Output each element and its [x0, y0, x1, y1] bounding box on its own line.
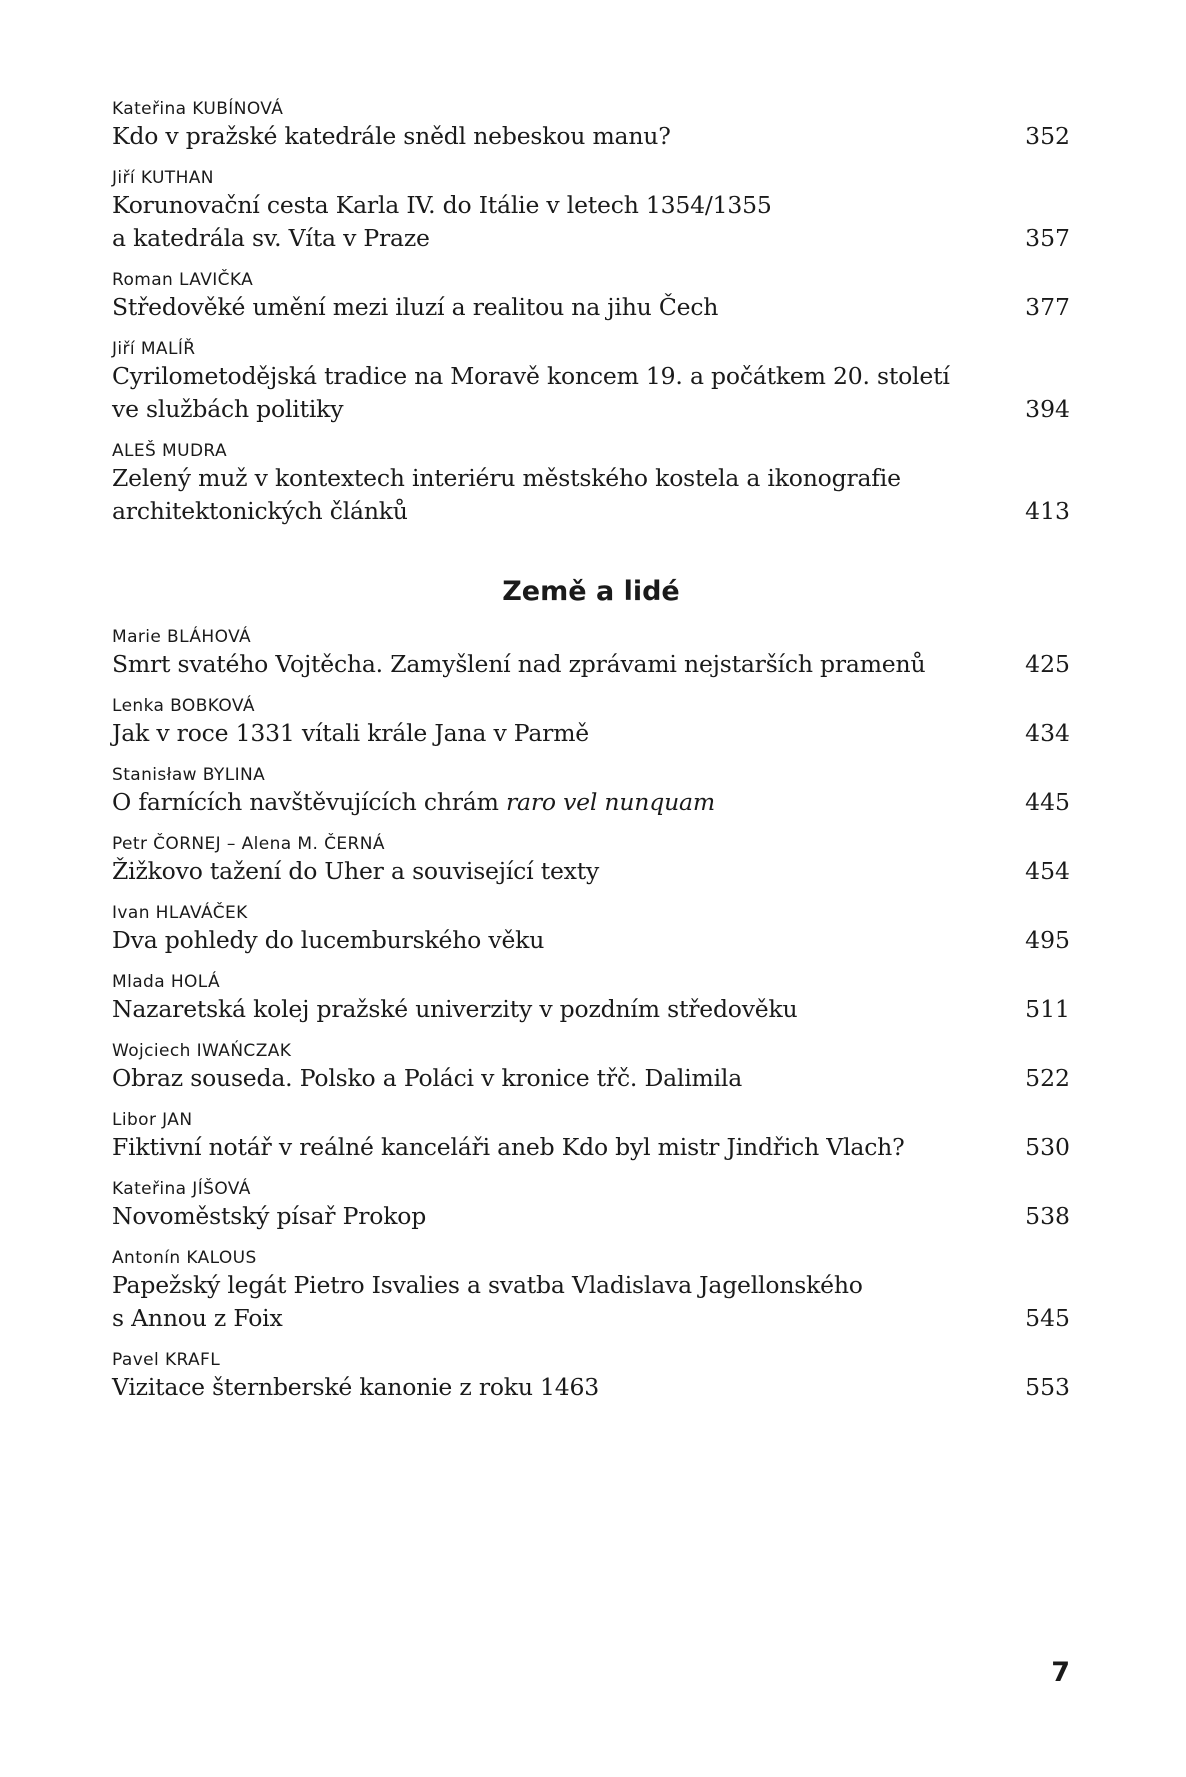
entry-author: Kateřina KUBÍNOVÁ: [112, 99, 284, 119]
entry-page-number: 413: [1025, 497, 1070, 525]
entry-page-number: 357: [1025, 224, 1070, 252]
entry-author: Wojciech IWAŃCZAK: [112, 1041, 292, 1061]
entry-title-row: [112, 717, 1070, 750]
entry-title-row: [112, 855, 1070, 888]
entry-title: Novoměstský písař Prokop: [112, 1202, 427, 1230]
toc-entry: [112, 440, 1070, 528]
entry-page-number: 545: [1025, 1304, 1070, 1332]
entry-page-number: 511: [1025, 995, 1070, 1023]
entry-title-row: [112, 648, 1070, 681]
entry-title: Korunovační cesta Karla IV. do Itálie v letech 1354/1355 a katedrála sv. Víta v Praze: [112, 191, 772, 252]
toc-entry: [112, 98, 1070, 153]
toc-entry: [112, 971, 1070, 1026]
entry-title-row: [112, 189, 1070, 255]
toc-entry: [112, 764, 1070, 819]
entry-author: ALEŠ MUDRA: [112, 441, 227, 461]
toc-entry: [112, 1247, 1070, 1335]
entry-page-number: 352: [1025, 122, 1070, 150]
toc-entry: [112, 902, 1070, 957]
entry-title-row: [112, 1131, 1070, 1164]
toc-entry: [112, 1349, 1070, 1404]
entry-title-row: [112, 120, 1070, 153]
entry-author: Mlada HOLÁ: [112, 972, 221, 992]
entry-title-row: [112, 462, 1070, 528]
entry-title: Nazaretská kolej pražské univerzity v pozdním středověku: [112, 995, 798, 1023]
toc-entry: [112, 1040, 1070, 1095]
entry-page-number: 454: [1025, 857, 1070, 885]
toc-entry: [112, 1109, 1070, 1164]
entry-page-number: 530: [1025, 1133, 1070, 1161]
entry-title-row: [112, 360, 1070, 426]
entry-page-number: 425: [1025, 650, 1070, 678]
entry-author: Jiří MALÍŘ: [112, 339, 196, 359]
entry-title: Jak v roce 1331 vítali krále Jana v Parmě: [112, 719, 589, 747]
entry-title: Cyrilometodějská tradice na Moravě koncem 19. a počátkem 20. století ve službách politiky: [112, 362, 950, 423]
entry-title-row: [112, 993, 1070, 1026]
page-folio-number: 7: [1051, 1657, 1070, 1688]
entry-author: Pavel KRAFL: [112, 1350, 221, 1370]
entry-title: Dva pohledy do lucemburského věku: [112, 926, 545, 954]
section-heading: Země a lidé: [502, 576, 680, 607]
toc-entry: [112, 338, 1070, 426]
entry-title: Vizitace šternberské kanonie z roku 1463: [112, 1373, 600, 1401]
entry-title-row: [112, 1062, 1070, 1095]
entry-title: Zelený muž v kontextech interiéru městského kostela a ikonografie architektonických článků: [112, 464, 901, 525]
toc-entry: [112, 695, 1070, 750]
entry-page-number: 522: [1025, 1064, 1070, 1092]
entry-author: Marie BLÁHOVÁ: [112, 627, 252, 647]
entry-title: [112, 786, 972, 819]
entry-title-italic: raro vel nunquam: [505, 788, 715, 816]
entry-page-number: 377: [1025, 293, 1070, 321]
entry-title: Středověké umění mezi iluzí a realitou na jihu Čech: [112, 293, 719, 321]
entry-title-row: [112, 1200, 1070, 1233]
entry-page-number: 394: [1025, 395, 1070, 423]
entry-title: Obraz souseda. Polsko a Poláci v kronice třč. Dalimila: [112, 1064, 743, 1092]
entry-title: Fiktivní notář v reálné kanceláři aneb Kdo byl mistr Jindřich Vlach?: [112, 1133, 905, 1161]
entry-title: Smrt svatého Vojtěcha. Zamyšlení nad zprávami nejstarších pramenů: [112, 650, 926, 678]
entry-title: Kdo v pražské katedrále snědl nebeskou manu?: [112, 122, 671, 150]
entry-author: Antonín KALOUS: [112, 1248, 257, 1268]
entry-author: Jiří KUTHAN: [112, 168, 214, 188]
entry-title-row: [112, 924, 1070, 957]
entry-page-number: 538: [1025, 1202, 1070, 1230]
toc-entry: [112, 269, 1070, 324]
table-of-contents: [112, 98, 1070, 1418]
entry-title-row: [112, 786, 1070, 819]
entry-title: Žižkovo tažení do Uher a související texty: [112, 857, 600, 885]
toc-entry: [112, 167, 1070, 255]
entry-title-row: [112, 1269, 1070, 1335]
entry-title: Papežský legát Pietro Isvalies a svatba Vladislava Jagellonského s Annou z Foix: [112, 1271, 863, 1332]
entry-author: Stanisław BYLINA: [112, 765, 266, 785]
toc-entry: [112, 833, 1070, 888]
entry-author: Libor JAN: [112, 1110, 193, 1130]
entry-author: Kateřina JÍŠOVÁ: [112, 1179, 251, 1199]
entry-title-row: [112, 291, 1070, 324]
entry-page-number: 553: [1025, 1373, 1070, 1401]
entry-page-number: 434: [1025, 719, 1070, 747]
entry-author: Roman LAVIČKA: [112, 270, 254, 290]
entry-author: Ivan HLAVÁČEK: [112, 903, 248, 923]
entry-page-number: 445: [1025, 788, 1070, 816]
entry-title-plain: O farnících navštěvujících chrám: [112, 788, 506, 816]
toc-entry: [112, 626, 1070, 681]
entry-title-row: [112, 1371, 1070, 1404]
entry-page-number: 495: [1025, 926, 1070, 954]
entry-author: Lenka BOBKOVÁ: [112, 696, 255, 716]
entry-author: Petr ČORNEJ – Alena M. ČERNÁ: [112, 834, 385, 854]
toc-entry: [112, 1178, 1070, 1233]
